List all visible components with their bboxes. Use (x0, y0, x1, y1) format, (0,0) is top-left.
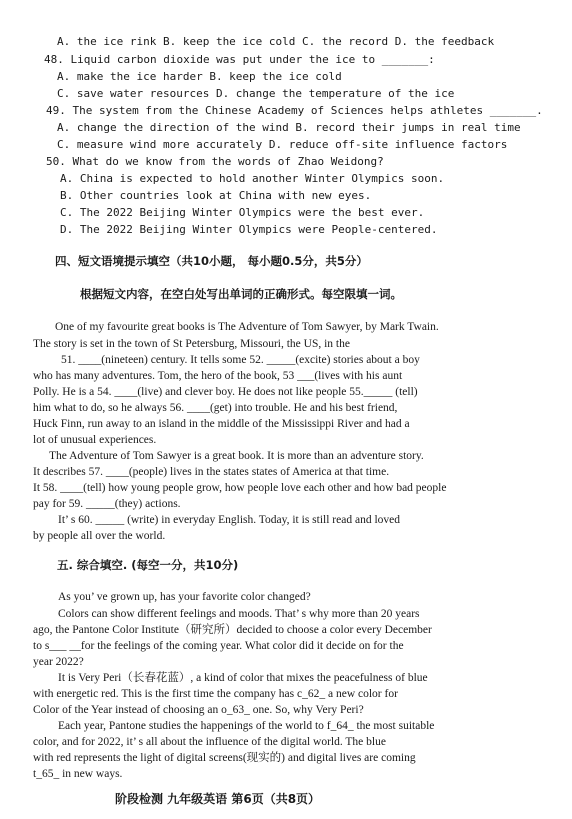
section5-line: Colors can show different feelings and moods. That’ s why more than 20 years (58, 608, 420, 620)
section4-line: The Adventure of Tom Sawyer is a great book. It is more than an adventure story. (49, 450, 424, 462)
section4-line: Polly. He is a 54. ____(live) and clever boy. He does not like people 55._____ (tell) (33, 386, 418, 398)
section5-line: ago, the Pantone Color Institute（研究所）decided to choose a color every December (33, 624, 432, 636)
section5-line: t_65_ in new ways. (33, 768, 123, 780)
q48-options-cd: C. save water resources D. change the temperature of the ice (57, 87, 455, 100)
q49-stem: 49. The system from the Chinese Academy of Sciences helps athletes _______. (46, 104, 543, 117)
q47-options: A. the ice rink B. keep the ice cold C. the record D. the feedback (57, 35, 495, 48)
section4-line: lot of unusual experiences. (33, 434, 157, 446)
section5-line: Each year, Pantone studies the happenings of the world to f_64_ the most suitable (58, 720, 435, 732)
section4-line: It describes 57. ____(people) lives in the states states of America at that time. (33, 466, 390, 478)
page-footer: 阶段检测 九年级英语 第6页（共8页） (115, 792, 321, 806)
section4-line: It 58. ____(tell) how young people grow, how people love each other and how bad people (33, 482, 447, 494)
q49-options-cd: C. measure wind more accurately D. reduce off-site influence factors (57, 138, 508, 151)
q49-options-ab: A. change the direction of the wind B. record their jumps in real time (57, 121, 521, 134)
q50-option-b: B. Other countries look at China with new eyes. (60, 189, 372, 202)
section4-line: who has many adventures. Tom, the hero of the book, 53 ___(lives with his aunt (33, 370, 403, 382)
section4-line: Huck Finn, run away to an island in the middle of the Mississippi River and had a (33, 418, 410, 430)
section4-line: One of my favourite great books is The Adventure of Tom Sawyer, by Mark Twain. (55, 321, 439, 333)
section4-line: pay for 59. _____(they) actions. (33, 498, 181, 510)
section5-title: 五. 综合填空. (每空一分，共10分) (57, 558, 239, 572)
section5-line: color, and for 2022, it’ s all about the influence of the digital world. The blue (33, 736, 386, 748)
section4-line: him what to do, so he always 56. ____(get) into trouble. He and his best friend, (33, 402, 398, 414)
section5-line: to s___ __for the feelings of the coming year. What color did it decide on for the (33, 640, 404, 652)
q50-option-a: A. China is expected to hold another Winter Olympics soon. (60, 172, 445, 185)
section5-line: It is Very Peri（长春花蓝）, a kind of color that mixes the peacefulness of blue (58, 672, 428, 684)
q48-options-ab: A. make the ice harder B. keep the ice cold (57, 70, 342, 83)
section5-line: with red represents the light of digital screens(现实的) and digital lives are coming (33, 752, 416, 764)
q50-stem: 50. What do we know from the words of Zhao Weidong? (46, 155, 384, 168)
section5-line: with energetic red. This is the first time the company has c_62_ a new color for (33, 688, 398, 700)
section5-line: Color of the Year instead of choosing an o_63_ one. So, why Very Peri? (33, 704, 364, 716)
section5-line: year 2022? (33, 656, 84, 668)
section4-instruction: 根据短文内容，在空白处写出单词的正确形式。每空限填一词。 (80, 287, 402, 301)
q48-stem: 48. Liquid carbon dioxide was put under the ice to _______: (44, 53, 435, 66)
section4-line: It’ s 60. _____ (write) in everyday English. Today, it is still read and loved (58, 514, 400, 526)
q50-option-d: D. The 2022 Beijing Winter Olympics were People-centered. (60, 223, 438, 236)
section4-line: The story is set in the town of St Petersburg, Missouri, the US, in the (33, 338, 350, 350)
q50-option-c: C. The 2022 Beijing Winter Olympics were the best ever. (60, 206, 425, 219)
section4-line: 51. ____(nineteen) century. It tells some 52. _____(excite) stories about a boy (61, 354, 420, 366)
section4-line: by people all over the world. (33, 530, 166, 542)
section4-title: 四、短文语境提示填空（共10小题， 每小题0.5分，共5分） (55, 254, 368, 268)
section5-line: As you’ ve grown up, has your favorite color changed? (58, 591, 311, 603)
